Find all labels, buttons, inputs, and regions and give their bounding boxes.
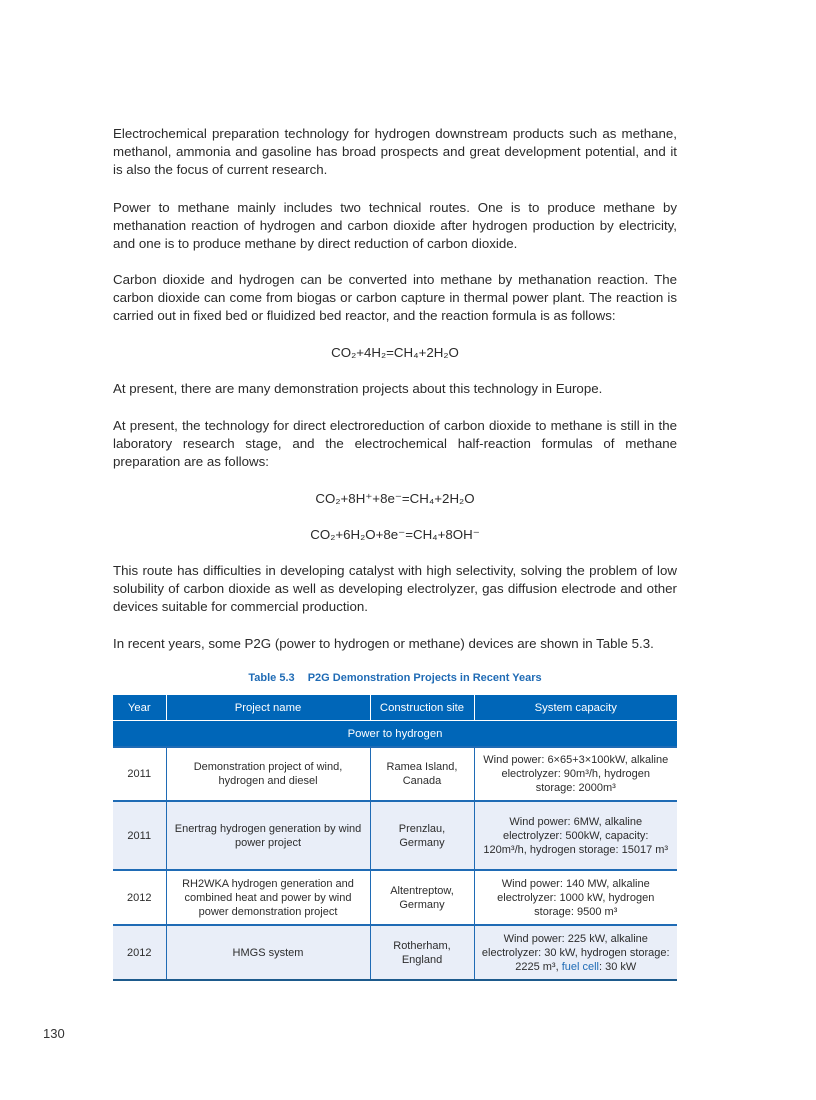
cell-project: HMGS system bbox=[166, 925, 370, 980]
header-project-name: Project name bbox=[166, 695, 370, 721]
capacity-text-end: : 30 kW bbox=[598, 960, 637, 973]
table-row bbox=[113, 870, 677, 925]
cell-capacity: Wind power: 6MW, alkaline electrolyzer: 500kW, capacity: 120m³/h, hydrogen storage: 15017 m³ bbox=[474, 801, 677, 870]
cell-capacity: Wind power: 140 MW, alkaline electrolyzer: 1000 kW, hydrogen storage: 9500 m³ bbox=[474, 870, 677, 925]
cell-site: Ramea Island, Canada bbox=[370, 747, 474, 801]
table-row bbox=[113, 747, 677, 801]
cell-site: Rotherham, England bbox=[370, 925, 474, 980]
cell-year: 2011 bbox=[113, 801, 166, 870]
cell-year: 2012 bbox=[113, 925, 166, 980]
header-year: Year bbox=[113, 695, 166, 721]
fuel-cell-link[interactable]: fuel cell bbox=[561, 960, 599, 973]
cell-project: Enertrag hydrogen generation by wind power project bbox=[166, 801, 370, 870]
paragraph-table-reference: In recent years, some P2G (power to hydrogen or methane) devices are shown in Table 5.3. bbox=[113, 636, 654, 651]
capacity-text: Wind power: 225 kW, alkaline electrolyzer: 30 kW, hydrogen storage: 2225 m³, bbox=[481, 932, 670, 973]
paragraph-difficulties: This route has difficulties in developing catalyst with high selectivity, solving the problem of low solubility of carbon dioxide as well as developing electrolyzer, gas diffusion electrode and other devices suitable for commercial production. bbox=[113, 563, 677, 615]
cell-year: 2012 bbox=[113, 870, 166, 925]
table-row bbox=[113, 925, 677, 980]
page-number: 130 bbox=[43, 1026, 65, 1041]
paragraph-methanation: Carbon dioxide and hydrogen can be converted into methane by methanation reaction. The carbon dioxide can come from biogas or carbon capture in thermal power plant. The reaction is carried out in fixed bed or fluidized bed reactor, and the reaction formula is as follows: bbox=[113, 272, 677, 324]
header-construction-site: Construction site bbox=[370, 695, 474, 721]
paragraph-power-to-methane: Power to methane mainly includes two technical routes. One is to produce methane by methanation reaction of hydrogen and carbon dioxide after hydrogen production by electricity, and one is to produce methane by direct reduction of carbon dioxide. bbox=[113, 200, 677, 252]
table-caption-number: Table 5.3 bbox=[248, 672, 295, 684]
table-caption bbox=[113, 672, 677, 684]
group-label: Power to hydrogen bbox=[113, 721, 677, 748]
cell-project: RH2WKA hydrogen generation and combined heat and power by wind power demonstration project bbox=[166, 870, 370, 925]
header-system-capacity: System capacity bbox=[474, 695, 677, 721]
formula-half-reaction-alkaline: CO₂+6H₂O+8e⁻=CH₄+8OH⁻ bbox=[310, 527, 480, 542]
paragraph-intro: Electrochemical preparation technology for hydrogen downstream products such as methane, methanol, ammonia and gasoline has broad prospects and great development potential, and it is also the focus of current research. bbox=[113, 126, 677, 178]
cell-capacity: Wind power: 6×65+3×100kW, alkaline electrolyzer: 90m³/h, hydrogen storage: 2000m³ bbox=[474, 747, 677, 801]
cell-capacity bbox=[474, 925, 677, 980]
table-row bbox=[113, 801, 677, 870]
cell-site: Altentreptow, Germany bbox=[370, 870, 474, 925]
paragraph-electroreduction: At present, the technology for direct electroreduction of carbon dioxide to methane is still in the laboratory research stage, and the electrochemical half-reaction formulas of methane preparation are as follows: bbox=[113, 418, 677, 470]
formula-methanation: CO₂+4H₂=CH₄+2H₂O bbox=[331, 345, 459, 360]
cell-site: Prenzlau, Germany bbox=[370, 801, 474, 870]
table-caption-title: P2G Demonstration Projects in Recent Years bbox=[307, 672, 542, 684]
group-row-power-to-hydrogen bbox=[113, 721, 677, 748]
paragraph-europe-projects: At present, there are many demonstration projects about this technology in Europe. bbox=[113, 381, 603, 396]
cell-year: 2011 bbox=[113, 747, 166, 801]
table-header-row bbox=[113, 695, 677, 721]
p2g-projects-table bbox=[113, 695, 677, 981]
cell-project: Demonstration project of wind, hydrogen and diesel bbox=[166, 747, 370, 801]
formula-half-reaction-acid: CO₂+8H⁺+8e⁻=CH₄+2H₂O bbox=[315, 491, 475, 506]
